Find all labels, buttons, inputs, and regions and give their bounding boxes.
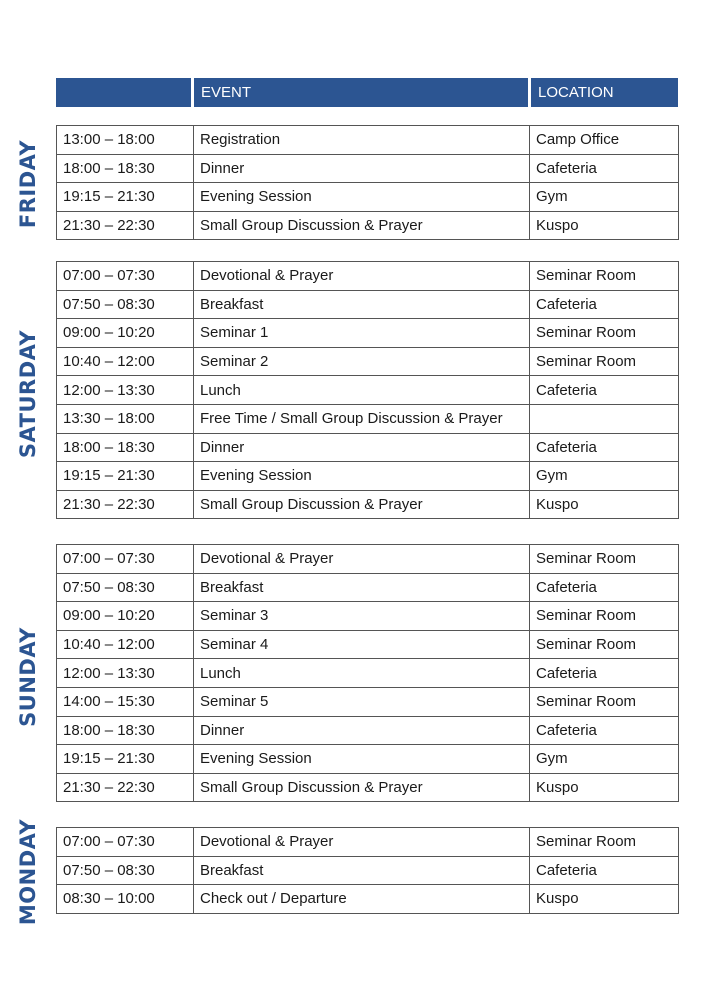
day-table-saturday (56, 261, 679, 519)
cell-time: 07:50 – 08:30 (57, 573, 194, 602)
cell-time: 12:00 – 13:30 (57, 376, 194, 405)
cell-event: Devotional & Prayer (194, 828, 530, 857)
table-row (57, 433, 679, 462)
day-table-friday (56, 125, 679, 240)
cell-time: 19:15 – 21:30 (57, 745, 194, 774)
table-row (57, 319, 679, 348)
cell-location: Seminar Room (530, 347, 679, 376)
day-table-sunday (56, 544, 679, 802)
cell-time: 14:00 – 15:30 (57, 687, 194, 716)
table-row (57, 716, 679, 745)
table-row (57, 885, 679, 914)
cell-location (530, 404, 679, 433)
cell-location: Kuspo (530, 773, 679, 802)
table-row (57, 126, 679, 155)
cell-location: Seminar Room (530, 545, 679, 574)
table-row (57, 659, 679, 688)
table-row (57, 687, 679, 716)
cell-location: Cafeteria (530, 376, 679, 405)
cell-event: Dinner (194, 154, 530, 183)
cell-location: Cafeteria (530, 290, 679, 319)
cell-time: 10:40 – 12:00 (57, 630, 194, 659)
table-row (57, 183, 679, 212)
cell-event: Devotional & Prayer (194, 262, 530, 291)
table-row (57, 376, 679, 405)
cell-time: 19:15 – 21:30 (57, 183, 194, 212)
table-row (57, 573, 679, 602)
table-row (57, 545, 679, 574)
header-time (56, 78, 191, 107)
cell-location: Kuspo (530, 490, 679, 519)
cell-event: Seminar 2 (194, 347, 530, 376)
cell-event: Dinner (194, 716, 530, 745)
day-name: MONDAY (16, 818, 40, 925)
cell-location: Cafeteria (530, 716, 679, 745)
cell-event: Lunch (194, 659, 530, 688)
cell-event: Seminar 4 (194, 630, 530, 659)
table-row (57, 154, 679, 183)
header-location: LOCATION (531, 78, 678, 107)
cell-location: Gym (530, 183, 679, 212)
day-table-monday (56, 827, 679, 914)
day-name: SUNDAY (16, 627, 41, 727)
table-row (57, 602, 679, 631)
table-row (57, 404, 679, 433)
table-row (57, 211, 679, 240)
cell-time: 07:50 – 08:30 (57, 290, 194, 319)
cell-time: 18:00 – 18:30 (57, 433, 194, 462)
day-label-monday (0, 818, 56, 925)
cell-location: Cafeteria (530, 573, 679, 602)
cell-time: 13:30 – 18:00 (57, 404, 194, 433)
table-row (57, 462, 679, 491)
cell-event: Small Group Discussion & Prayer (194, 490, 530, 519)
cell-location: Cafeteria (530, 856, 679, 885)
cell-event: Seminar 3 (194, 602, 530, 631)
cell-location: Seminar Room (530, 828, 679, 857)
cell-location: Seminar Room (530, 630, 679, 659)
cell-time: 12:00 – 13:30 (57, 659, 194, 688)
cell-time: 13:00 – 18:00 (57, 126, 194, 155)
cell-event: Seminar 1 (194, 319, 530, 348)
day-label-saturday (0, 261, 56, 527)
cell-time: 21:30 – 22:30 (57, 773, 194, 802)
cell-event: Breakfast (194, 573, 530, 602)
cell-time: 09:00 – 10:20 (57, 319, 194, 348)
cell-event: Devotional & Prayer (194, 545, 530, 574)
cell-event: Dinner (194, 433, 530, 462)
cell-location: Cafeteria (530, 659, 679, 688)
cell-time: 07:00 – 07:30 (57, 262, 194, 291)
cell-event: Seminar 5 (194, 687, 530, 716)
day-label-sunday (0, 544, 56, 810)
cell-event: Registration (194, 126, 530, 155)
cell-event: Lunch (194, 376, 530, 405)
cell-time: 18:00 – 18:30 (57, 716, 194, 745)
table-row (57, 630, 679, 659)
cell-time: 10:40 – 12:00 (57, 347, 194, 376)
cell-time: 19:15 – 21:30 (57, 462, 194, 491)
table-row (57, 828, 679, 857)
cell-time: 09:00 – 10:20 (57, 602, 194, 631)
cell-time: 18:00 – 18:30 (57, 154, 194, 183)
cell-event: Evening Session (194, 745, 530, 774)
cell-location: Seminar Room (530, 687, 679, 716)
day-label-friday (0, 125, 56, 243)
cell-location: Cafeteria (530, 154, 679, 183)
table-row (57, 856, 679, 885)
cell-event: Small Group Discussion & Prayer (194, 773, 530, 802)
table-row (57, 290, 679, 319)
cell-time: 07:00 – 07:30 (57, 828, 194, 857)
cell-time: 08:30 – 10:00 (57, 885, 194, 914)
cell-location: Camp Office (530, 126, 679, 155)
cell-event: Free Time / Small Group Discussion & Prayer (194, 404, 530, 433)
cell-location: Seminar Room (530, 319, 679, 348)
table-row (57, 490, 679, 519)
cell-location: Gym (530, 462, 679, 491)
table-row (57, 347, 679, 376)
cell-event: Breakfast (194, 290, 530, 319)
cell-event: Evening Session (194, 462, 530, 491)
table-row (57, 773, 679, 802)
header-event: EVENT (194, 78, 528, 107)
cell-location: Cafeteria (530, 433, 679, 462)
cell-time: 21:30 – 22:30 (57, 490, 194, 519)
table-row (57, 262, 679, 291)
cell-time: 07:00 – 07:30 (57, 545, 194, 574)
cell-location: Seminar Room (530, 602, 679, 631)
table-row (57, 745, 679, 774)
cell-location: Kuspo (530, 885, 679, 914)
day-name: FRIDAY (16, 139, 40, 229)
cell-location: Seminar Room (530, 262, 679, 291)
cell-location: Kuspo (530, 211, 679, 240)
cell-event: Check out / Departure (194, 885, 530, 914)
cell-event: Breakfast (194, 856, 530, 885)
cell-location: Gym (530, 745, 679, 774)
cell-event: Evening Session (194, 183, 530, 212)
day-name: SATURDAY (16, 329, 40, 459)
cell-event: Small Group Discussion & Prayer (194, 211, 530, 240)
cell-time: 07:50 – 08:30 (57, 856, 194, 885)
schedule-header (56, 78, 678, 107)
cell-time: 21:30 – 22:30 (57, 211, 194, 240)
